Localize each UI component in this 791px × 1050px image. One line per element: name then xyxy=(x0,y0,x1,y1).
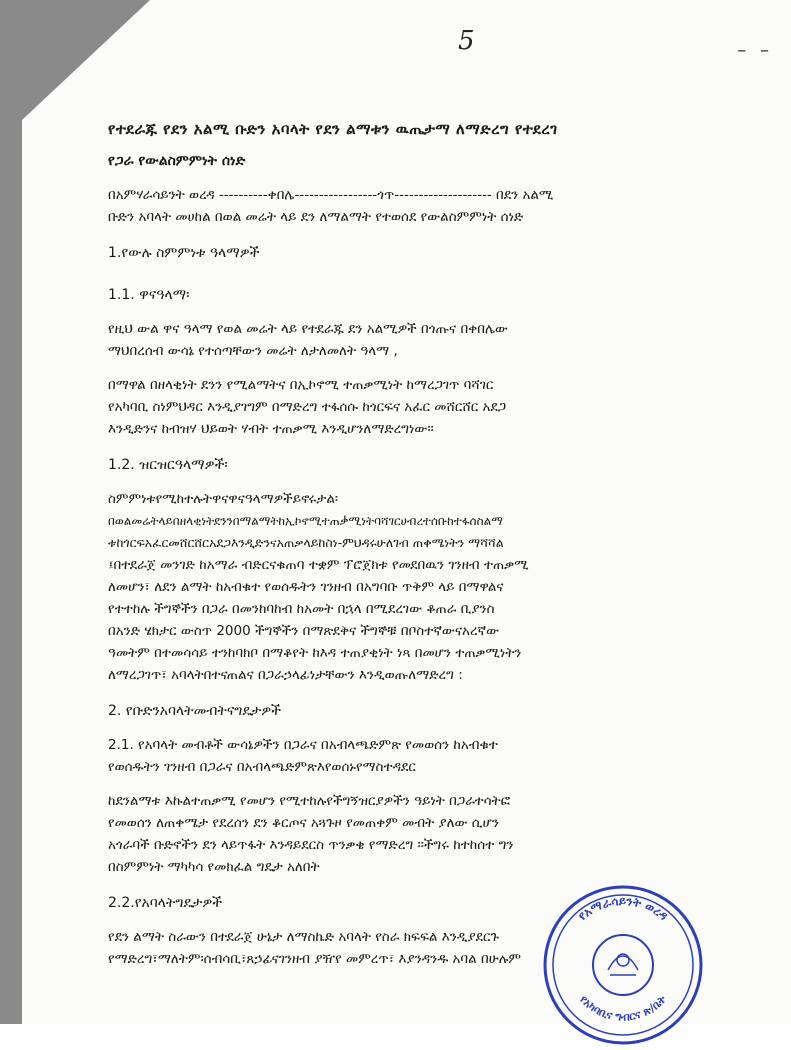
intro-line: ቡድን አባላት መሀከል በወል መሬት ላይ ደን ለማልማት የተወሰደ የውልስምምነት ሰነድ xyxy=(108,209,524,225)
section-1-1-heading: 1.1. ዋናዓላማ፡ xyxy=(108,287,190,303)
stamp-top-text: የአማራሳይንት ወረዳ xyxy=(575,893,671,924)
heading-line: 2.1. የአባላት መብቶች ውሳኔዎችን በጋራና በአብላጫድምጽ የመወሰን ከአብቁተ xyxy=(108,737,498,753)
paragraph-line: እንዲድንና ከብዝሃ ህይወት ሃብት ተጠቃሚ እንዲሆንለማድረግነው፡፡ xyxy=(108,421,434,437)
official-stamp xyxy=(538,880,708,1050)
corner-mark: – – xyxy=(737,40,773,61)
paragraph-line: ለማረጋገጥ፣ አባላትበተናጠልና በጋራኃላፊነታቸውን እንዲወጡለማድረግ : xyxy=(108,667,463,683)
paragraph-line: የአካባቢ ስነምህዳር እንዲያገግም በማድረግ ተፋሰሱ ከጎርፍና አፈር መሸርሸር አደጋ xyxy=(108,399,507,415)
document-title: የተደራጁ የደን አልሚ ቡድን አባላት የደን ልማቱን ዉጤታማ ለማድረግ የተደረገ xyxy=(108,120,558,138)
paragraph-line: ዓመትም በተመሳሳይ ተንከባክቦ በማቆየት ከእዳ ተጠያቂነት ነጻ በመሆን ተጠቃሚነትን xyxy=(108,645,522,661)
document-body xyxy=(108,118,708,970)
section-1-2-paragraph xyxy=(108,488,708,686)
intro-paragraph xyxy=(108,184,708,228)
paragraph-line: ማህበረሰብ ውሳኔ የተሰጣቸውን መሬት ለታለመለት ዓላማ , xyxy=(108,343,398,359)
stamp-bottom-text: የአካባቢና ግብርና ጽ/ቤት xyxy=(577,992,669,1024)
paragraph-line: ፤በተደራጀ መንገድ ከአማራ ብድርናቁጠባ ተቋም ፕሮጀክቱ የመደበዉን ገንዘብ ተጠቃሚ xyxy=(108,557,529,573)
intro-line: በአምሃራሳይንት ወረዳ ----------ቀበሌ-----------------ጎጥ-------------------- በደን አልሚ xyxy=(108,187,554,203)
paragraph-line: በማዋል በዘላቂነት ደንን የሚልማትና በኢኮኖሚ ተጠቃሚነት ከማረጋገጥ ባሻገር xyxy=(108,377,494,393)
section-2-heading: 2. የቡድንአባላትመብትናግዴታዎች xyxy=(108,703,282,719)
paragraph-line: የማድረግ፣ማለትም፡ሰብሳቢ፣ጸኃፊናገንዘብ ያዥየ መምረጥ፣ እያንዳንዱ አባል በሁሉም xyxy=(108,951,521,967)
section-2-2-heading: 2.2.የአባላትግዴታዎች xyxy=(108,895,223,911)
section-1-1-paragraph-1 xyxy=(108,318,708,362)
paragraph-line: የመወሰን ለጠቀሜታ የደረሰን ደን ቆርጦና አጓጉዞ የመጠቀም መብት ያለው ሲሆን xyxy=(108,815,499,831)
page-number: 5 xyxy=(458,26,475,56)
svg-text:የአማራሳይንት ወረዳ xyxy=(575,894,671,923)
emblem-icon xyxy=(608,954,638,975)
paragraph-line: የተተከሉ ችግኞችን በጋራ በመንከባከብ ከአመት በኋላ በሚደረገው ቆጠራ ቢያንስ xyxy=(108,601,495,617)
section-1-1-paragraph-2 xyxy=(108,374,708,440)
paragraph-line: ቱከጎርፍአፈርመሸርሸርአደጋእንዲድንናአጠቃላይከስነ-ምህዳሩሁለገብ ጠቀሜነትን ማሻሻል xyxy=(108,535,504,550)
paragraph-line: የደን ልማት ስራውን በተደራጀ ሁኔታ ለማስኬድ አባላት የስራ ክፍፍል እንዲያደርጉ xyxy=(108,929,499,945)
section-1-2-heading: 1.2. ዝርዝርዓላማዎች፡ xyxy=(108,457,228,473)
document-subtitle: የጋራ የውልስምምነት ሰነድ xyxy=(108,153,246,169)
section-1-heading: 1.የውሉ ስምምነቱ ዓላማዎች xyxy=(108,245,260,261)
paragraph-line: ለመሆን፣ ለደን ልማት ከአብቁተ የወሰዱትን ገንዘብ በአግባቡ ጥቅም ላይ በማዋልና xyxy=(108,579,504,595)
paragraph-line: በስምምነት ማካካሳ የመክፈል ግዴታ አለበት xyxy=(108,859,320,875)
svg-text:የአካባቢና ግብርና ጽ/ቤት xyxy=(577,993,669,1024)
paragraph-line: በአንድ ሄክታር ውስጥ 2000 ችግኞችን በማጽደቅና ችግኞቹ በቦስተኛውናአረኛው xyxy=(108,623,500,639)
paragraph-line: አጎራባች ቡድኖችን ደን ላይጥፋት እንዳይደርስ ጥንቃቄ የማድረግ ፡፡ችግሩ ከተከሰተ ግን xyxy=(108,837,514,853)
section-2-1-heading xyxy=(108,734,708,778)
paragraph-line: ስምምነቱየሚከተሉትዋናዋናዓላማዎችይኖሩታል፡ xyxy=(108,491,339,507)
paragraph-line: በወልመሬትላይበዘላቂነትደንንበማልማትከኢኮኖሚተጠቃሚነትባሻገርሀብረተሰቡከተፋሰስልማ xyxy=(108,514,503,528)
paragraph-line: ከደንልማቱ እኩልተጠቃሚ የመሆን የሚተከሉየችግኝዝርያዎችን ዓይነት በጋራተሳትፎ xyxy=(108,793,511,809)
heading-line: የወሰዱትን ገንዘብ በጋራና በአብላጫድምጽእየወሰኑየማስተዳደር xyxy=(108,759,416,775)
section-2-1-paragraph xyxy=(108,790,708,878)
paragraph-line: የዚህ ውል ዋና ዓላማ የወል መሬት ላይ የተደራጁ ደን አልሚዎች በጎጡና በቀበሌው xyxy=(108,321,508,337)
